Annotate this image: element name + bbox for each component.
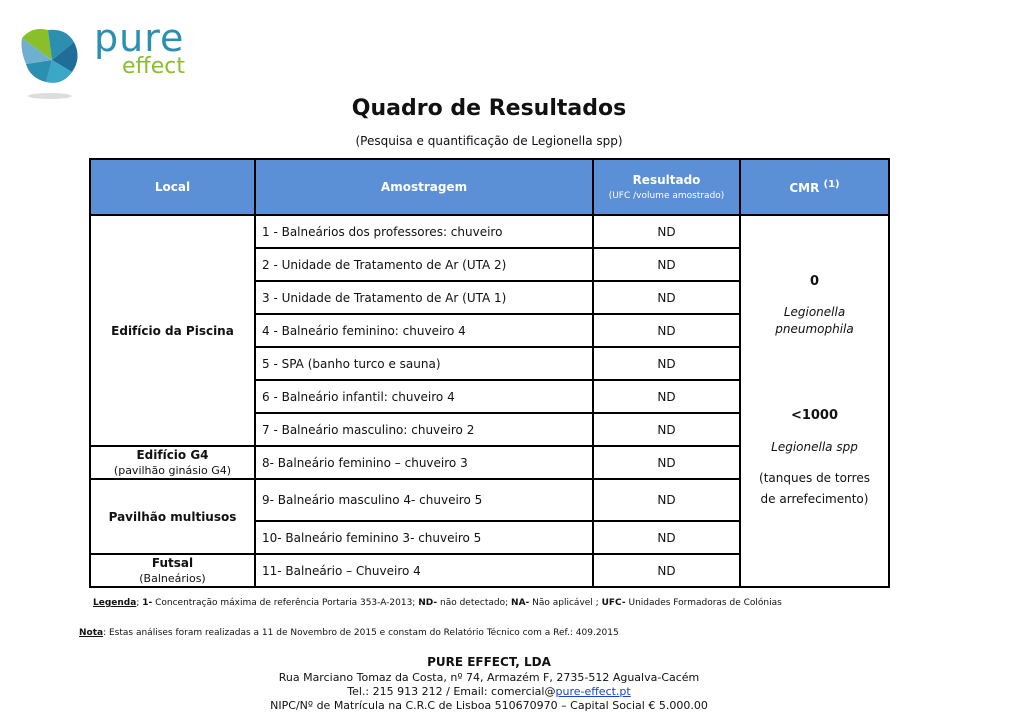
logo-word-pure: pure bbox=[94, 16, 185, 60]
cmr-value-spp: <1000 bbox=[790, 408, 839, 423]
results-table bbox=[89, 158, 890, 588]
sample-cell: 11- Balneário – Chuveiro 4 bbox=[255, 554, 593, 587]
location-cell-g4 bbox=[90, 446, 255, 479]
column-header-local: Local bbox=[90, 159, 255, 215]
legend: Legenda; 1- Concentração máxima de referência Portaria 353-A-2013; ND- não detectado; NA- Não aplicável ; UFC- Unidades Formadoras de Colónias bbox=[93, 598, 782, 608]
location-cell-multiusos: Pavilhão multiusos bbox=[90, 479, 255, 554]
sample-cell: 5 - SPA (banho turco e sauna) bbox=[255, 347, 593, 380]
result-cell: ND bbox=[593, 380, 740, 413]
column-header-amostragem: Amostragem bbox=[255, 159, 593, 215]
result-cell: ND bbox=[593, 554, 740, 587]
sample-cell: 10- Balneário feminino 3- chuveiro 5 bbox=[255, 521, 593, 554]
legend-key-1: 1- bbox=[142, 598, 153, 608]
legend-text-1: Concentração máxima de referência Portaria 353-A-2013; bbox=[155, 598, 416, 608]
legend-key-na: NA- bbox=[511, 598, 530, 608]
result-cell: ND bbox=[593, 479, 740, 521]
sample-cell: 4 - Balneário feminino: chuveiro 4 bbox=[255, 314, 593, 347]
result-cell: ND bbox=[593, 314, 740, 347]
sample-cell: 7 - Balneário masculino: chuveiro 2 bbox=[255, 413, 593, 446]
page-subtitle: (Pesquisa e quantificação de Legionella spp) bbox=[355, 134, 623, 148]
pinwheel-logo-icon bbox=[18, 20, 84, 100]
legend-label: Legenda bbox=[93, 598, 137, 608]
legend-text-nd: não detectado; bbox=[440, 598, 509, 608]
result-cell: ND bbox=[593, 215, 740, 248]
footer-company: PURE EFFECT, LDA bbox=[427, 655, 551, 669]
company-logo bbox=[18, 16, 208, 100]
note-text: : Estas análises foram realizadas a 11 de Novembro de 2015 e constam do Relatório Técnico com a Ref.: 409.2015 bbox=[103, 628, 619, 638]
logo-word-effect: effect bbox=[122, 54, 185, 79]
cmr-value-pneumophila: 0 bbox=[809, 274, 820, 289]
table-header-row bbox=[90, 159, 889, 215]
page-title: Quadro de Resultados bbox=[351, 96, 627, 121]
location-cell-futsal bbox=[90, 554, 255, 587]
cmr-footnote-marker: (1) bbox=[823, 179, 840, 190]
result-cell: ND bbox=[593, 347, 740, 380]
cmr-label-pneumophila: Legionella pneumophila bbox=[775, 305, 854, 336]
cmr-note-spp: (tanques de torres de arrefecimento) bbox=[759, 471, 870, 506]
table-row bbox=[90, 215, 889, 248]
sample-cell: 3 - Unidade de Tratamento de Ar (UTA 1) bbox=[255, 281, 593, 314]
result-cell: ND bbox=[593, 446, 740, 479]
sample-cell: 2 - Unidade de Tratamento de Ar (UTA 2) bbox=[255, 248, 593, 281]
sample-cell: 1 - Balneários dos professores: chuveiro bbox=[255, 215, 593, 248]
location-g4-sublabel: (pavilhão ginásio G4) bbox=[113, 464, 232, 477]
result-cell: ND bbox=[593, 248, 740, 281]
sample-cell: 8- Balneário feminino – chuveiro 3 bbox=[255, 446, 593, 479]
note bbox=[79, 628, 619, 638]
location-futsal-label: Futsal bbox=[151, 556, 194, 570]
legend-key-ufc: UFC- bbox=[601, 598, 626, 608]
cmr-cell bbox=[740, 215, 889, 587]
result-cell: ND bbox=[593, 521, 740, 554]
cmr-label: CMR bbox=[789, 181, 820, 195]
footer-contact-text: Tel.: 215 913 212 / Email: comercial@ bbox=[347, 685, 556, 698]
result-cell: ND bbox=[593, 413, 740, 446]
footer-contact bbox=[0, 685, 978, 699]
column-header-resultado bbox=[593, 159, 740, 215]
footer-registry: NIPC/Nº de Matrícula na C.R.C de Lisboa 510670970 – Capital Social € 5.000.00 bbox=[270, 699, 708, 712]
footer-email-link[interactable]: pure-effect.pt bbox=[555, 685, 631, 698]
sample-cell: 6 - Balneário infantil: chuveiro 4 bbox=[255, 380, 593, 413]
location-cell-piscina: Edifício da Piscina bbox=[90, 215, 255, 446]
location-g4-label: Edifício G4 bbox=[136, 448, 209, 462]
column-header-cmr bbox=[740, 159, 889, 215]
legend-text-na: Não aplicável ; bbox=[532, 598, 599, 608]
legend-key-nd: ND- bbox=[418, 598, 438, 608]
resultado-label: Resultado bbox=[632, 173, 701, 187]
sample-cell: 9- Balneário masculino 4- chuveiro 5 bbox=[255, 479, 593, 521]
cmr-label-spp: Legionella spp bbox=[771, 440, 858, 454]
footer bbox=[0, 655, 978, 713]
resultado-sublabel: (UFC /volume amostrado) bbox=[608, 191, 725, 201]
footer-address: Rua Marciano Tomaz da Costa, nº 74, Armazém F, 2735-512 Agualva-Cacém bbox=[278, 671, 700, 684]
location-futsal-sublabel: (Balneários) bbox=[139, 572, 206, 585]
result-cell: ND bbox=[593, 281, 740, 314]
legend-text-ufc: Unidades Formadoras de Colónias bbox=[628, 598, 782, 608]
note-label: Nota bbox=[79, 628, 104, 638]
